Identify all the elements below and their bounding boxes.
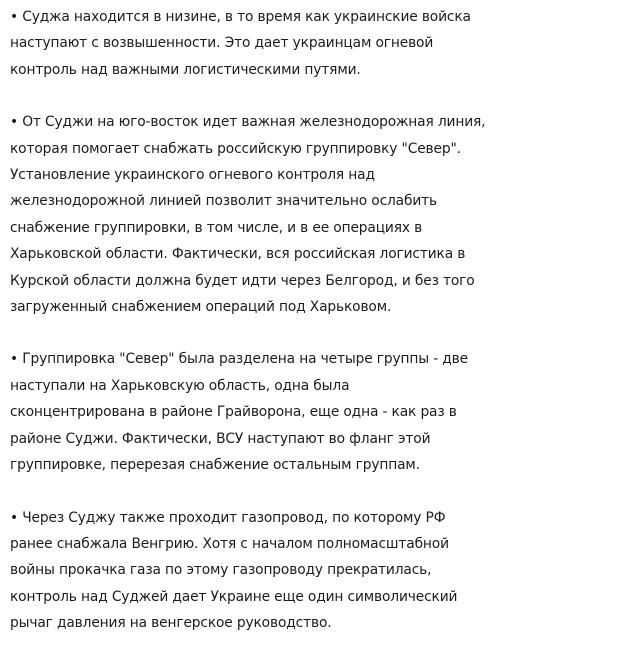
text-line: Курской области должна будет идти через Белгород, и без того [10, 272, 475, 289]
text-line: группировке, перерезая снабжение остальным группам. [10, 457, 420, 474]
paragraph-sudzha-lowland [10, 4, 634, 83]
text-line: наступают с возвышенности. Это дает украинцам огневой [10, 35, 434, 52]
paragraph-railway-line [10, 109, 634, 320]
text-line: войны прокачка газа по этому газопроводу прекратилась, [10, 562, 432, 579]
text-line: рычаг давления на венгерское руководство. [10, 615, 332, 632]
text-line: • От Суджи на юго-восток идет важная железнодорожная линия, [10, 114, 486, 131]
text-line: • Через Суджу также проходит газопровод, по которому РФ [10, 509, 446, 526]
text-line: ранее снабжала Венгрию. Хотя с началом полномасштабной [10, 535, 449, 552]
text-line: загруженный снабжением операций под Харьковом. [10, 299, 392, 316]
text-line: наступали на Харьковскую область, одна была [10, 377, 350, 394]
text-line: • Группировка "Север" была разделена на четыре группы - две [10, 351, 468, 368]
text-line: которая помогает снабжать российскую группировку "Север". [10, 140, 461, 157]
text-line: сконцентрирована в районе Грайворона, еще одна - как раз в [10, 404, 457, 421]
text-line: Установление украинского огневого контроля над [10, 167, 375, 184]
text-line: районе Суджи. Фактически, ВСУ наступают во фланг этой [10, 430, 431, 447]
text-line: железнодорожной линией позволит значительно ослабить [10, 193, 438, 210]
text-line: • Суджа находится в низине, в то время как украинские войска [10, 9, 471, 25]
paragraph-group-north [10, 346, 634, 478]
message-text [10, 4, 634, 663]
text-line: снабжение группировки, в том числе, и в ее операциях в [10, 219, 423, 236]
text-line: Харьковской области. Фактически, вся российская логистика в [10, 246, 466, 263]
paragraph-gas-pipeline [10, 505, 634, 637]
text-line: контроль над Суджей дает Украине еще один символический [10, 588, 458, 605]
text-line: контроль над важными логистическими путями. [10, 61, 361, 78]
